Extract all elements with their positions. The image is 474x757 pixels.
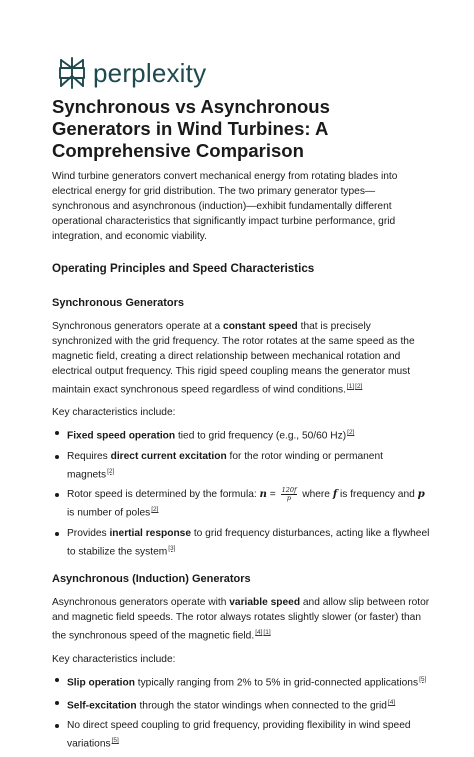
- text-run: Requires: [67, 450, 111, 462]
- formula-variable: p: [417, 488, 425, 501]
- list-item: [52, 487, 432, 521]
- bullet-icon: [55, 532, 59, 536]
- bullet-icon: [55, 431, 59, 435]
- text-run: tied to grid frequency (e.g., 50/60 Hz): [175, 430, 347, 442]
- citation-link[interactable]: [3]: [168, 544, 176, 552]
- bold-run: inertial response: [109, 527, 191, 539]
- section-heading: Operating Principles and Speed Characteristics: [52, 262, 315, 275]
- bullet-icon: [55, 678, 59, 682]
- text-run: is number of poles: [67, 507, 151, 519]
- text-run: where: [299, 489, 333, 501]
- sync-paragraph: [52, 319, 432, 397]
- article-body: [52, 96, 432, 757]
- formula-operator: =: [266, 489, 279, 501]
- citation-link[interactable]: [4]: [255, 629, 263, 637]
- text-run: Provides: [67, 527, 110, 539]
- async-characteristics-list: [52, 672, 432, 752]
- text-run: Asynchronous generators operate with: [52, 597, 230, 609]
- text-run: Rotor speed is determined by the formula:: [67, 489, 260, 501]
- citation-link[interactable]: [2]: [355, 383, 363, 390]
- bold-run: direct current excitation: [110, 450, 227, 462]
- list-item: [52, 718, 432, 751]
- list-item: [52, 672, 432, 690]
- perplexity-logo: [57, 56, 206, 90]
- bold-run: Self-excitation: [67, 700, 137, 712]
- formula-variable: n: [259, 488, 267, 501]
- async-heading: Asynchronous (Induction) Generators: [52, 573, 251, 586]
- citation-link[interactable]: [4]: [387, 698, 396, 706]
- bold-run: Slip operation: [67, 676, 135, 688]
- text-run: and allow slip between rotor and magnetic field speeds. The rotor always rotates slightly slower (or faster) than the synchronous speed of the magnetic field.: [52, 597, 430, 642]
- page-title: Synchronous vs Asynchronous Generators in Wind Turbines: A Comprehensive Comparison: [52, 96, 330, 161]
- text-run: Synchronous generators operate at a: [52, 321, 224, 332]
- fraction-denominator: p: [286, 494, 292, 503]
- perplexity-logo-icon: [57, 56, 87, 90]
- key-characteristics-label: Key characteristics include:: [52, 407, 176, 419]
- async-paragraph: [52, 595, 432, 643]
- text-run: to grid frequency disturbances, acting like a flywheel to stabilize the system: [67, 527, 430, 558]
- list-item: [52, 695, 432, 713]
- citation-link[interactable]: [2]: [151, 506, 159, 514]
- text-run: through the stator windings when connected to the grid: [136, 700, 387, 712]
- bullet-icon: [55, 724, 59, 728]
- citation-link[interactable]: [5]: [111, 737, 119, 745]
- bold-run: constant speed: [223, 321, 298, 332]
- bold-run: Fixed speed operation: [67, 430, 176, 442]
- citation-link[interactable]: [5]: [419, 675, 427, 683]
- text-run: typically ranging from 2% to 5% in grid-connected applications: [134, 676, 419, 688]
- bullet-icon: [55, 455, 59, 459]
- key-characteristics-label: Key characteristics include:: [52, 653, 176, 665]
- list-item: [52, 526, 432, 559]
- list-item: [52, 449, 432, 482]
- fraction-numerator: 120f: [281, 486, 297, 495]
- formula-fraction: [281, 487, 298, 502]
- list-item: [52, 425, 432, 443]
- text-run: that is precisely synchronized with the grid frequency. The rotor rotates at the same speed as the magnetic field, creating a direct relationship between mechanical rotation and electrical output frequency. This rigid speed coupling means the generator must maintain exact synchronous speed regardless of wind conditions.: [52, 321, 415, 396]
- perplexity-logo-text: perplexity: [93, 57, 207, 88]
- bullet-icon: [55, 701, 59, 705]
- bullet-icon: [55, 493, 59, 497]
- text-run: is frequency and: [337, 489, 418, 501]
- text-run: for the rotor winding or permanent magnets: [67, 450, 383, 481]
- citation-link[interactable]: [2]: [107, 467, 115, 475]
- text-run: No direct speed coupling to grid frequency, providing flexibility in wind speed variations: [67, 720, 411, 750]
- formula-variable: f: [332, 488, 338, 501]
- citation-link[interactable]: [1]: [346, 383, 355, 390]
- citation-link[interactable]: [1]: [263, 629, 271, 637]
- intro-paragraph: Wind turbine generators convert mechanical energy from rotating blades into electrical energy for grid distribution. The two primary generator types—synchronous and asynchronous (induction)—exhibit fundamentally different operational characteristics that significantly impact turbine performance, grid integration, and economic viability.: [52, 171, 398, 242]
- sync-characteristics-list: [52, 425, 432, 559]
- citation-link[interactable]: [2]: [347, 429, 355, 437]
- bold-run: variable speed: [229, 597, 301, 609]
- sync-heading: Synchronous Generators: [52, 297, 185, 309]
